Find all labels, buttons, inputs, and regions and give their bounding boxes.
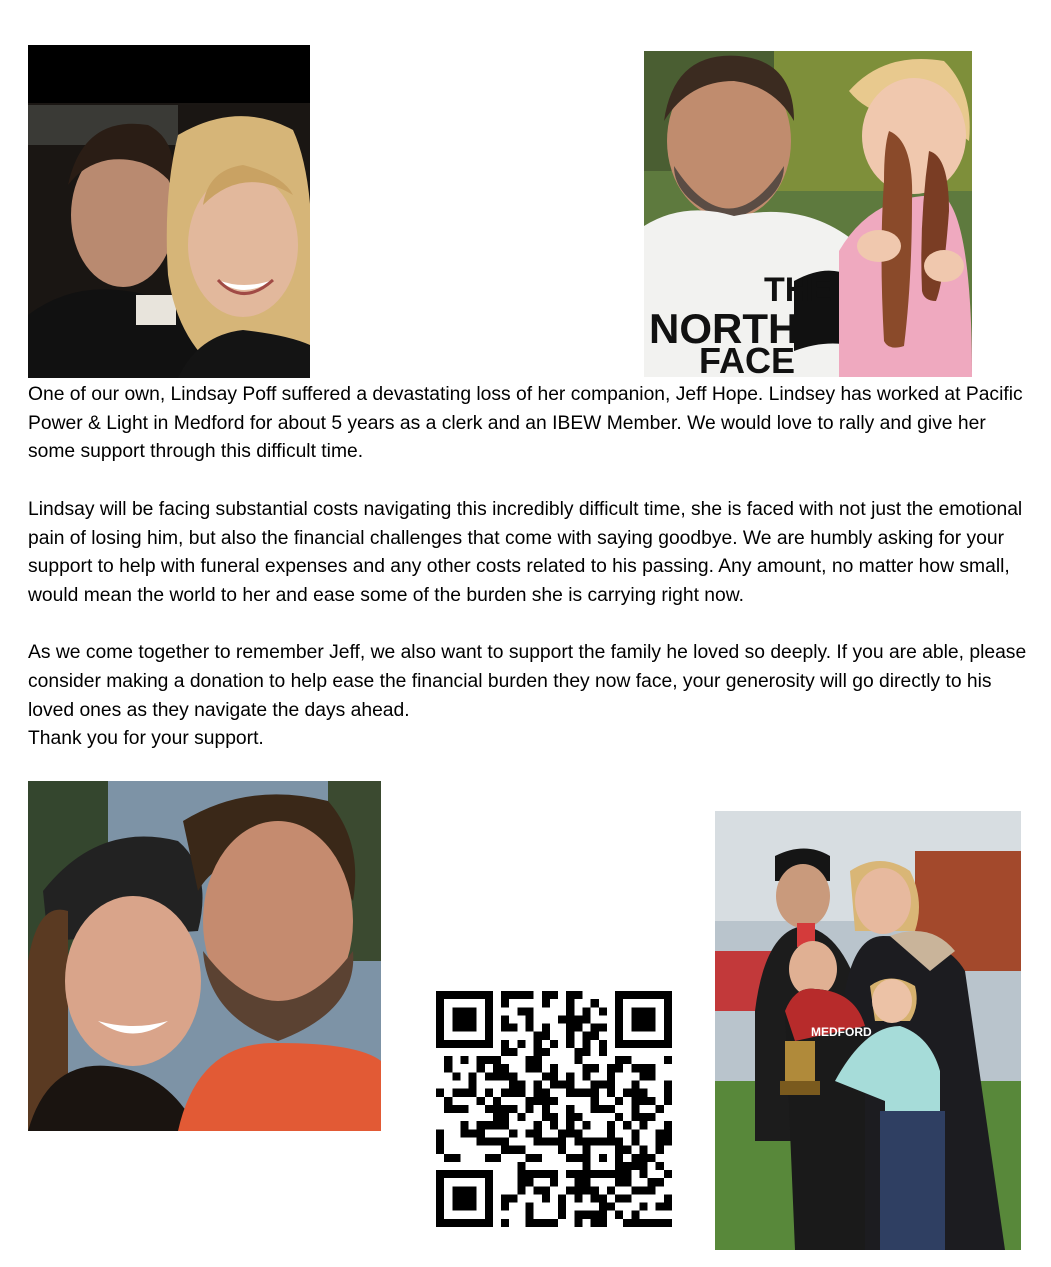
tshirt-brand-line-2: NORTH: [649, 305, 799, 352]
paragraph-spacer: [28, 467, 1028, 496]
man-with-child-image: [644, 51, 972, 377]
tshirt-brand-line-1: THE: [764, 271, 832, 309]
couple-selfie-outdoors-image: [28, 781, 381, 1131]
tshirt-brand-line-3: FACE: [699, 340, 796, 377]
qr-code-pattern: [436, 991, 672, 1227]
paragraph-costs-appeal: Lindsay will be facing substantial costs navigating this incredibly difficult time, she is faced with not just the emotional pain of losing him, but also the financial challenges that come with saying goodbye. We are humbly asking for your support to help with funeral expenses and any other costs related to his passing. Any amount, no matter how small, would mean the world to her and ease some of the burden she is carrying right now.: [28, 498, 1023, 606]
jersey-text: MEDFORD: [811, 1025, 872, 1039]
paragraph-donation-request: As we come together to remember Jeff, we also want to support the family he loved so deeply. If you are able, please consider making a donation to help ease the financial burden they now face, your generosity will go directly to his loved ones as they navigate the days ahead.: [28, 642, 1027, 721]
closing-thanks: Thank you for your support.: [28, 728, 264, 750]
photo-couple-selfie-outdoors: [28, 781, 381, 1131]
family-with-trophy-image: [715, 811, 1021, 1250]
couple-selfie-night-image: [28, 45, 310, 378]
paragraph-loss-announcement: One of our own, Lindsay Poff suffered a devastating loss of her companion, Jeff Hope. Lindsey has worked at Pacific Power & Light in Medford for about 5 years as a clerk and an IBEW Member. We would love to rally and give her some support through this difficult time.: [28, 384, 1023, 463]
paragraph-spacer: [28, 611, 1028, 640]
donation-qr-code[interactable]: [436, 991, 672, 1227]
photo-couple-selfie-night: [28, 45, 310, 378]
flyer-body-text: [28, 381, 1028, 754]
photo-family-with-trophy: [715, 811, 1021, 1250]
photo-man-with-child: [644, 51, 972, 377]
